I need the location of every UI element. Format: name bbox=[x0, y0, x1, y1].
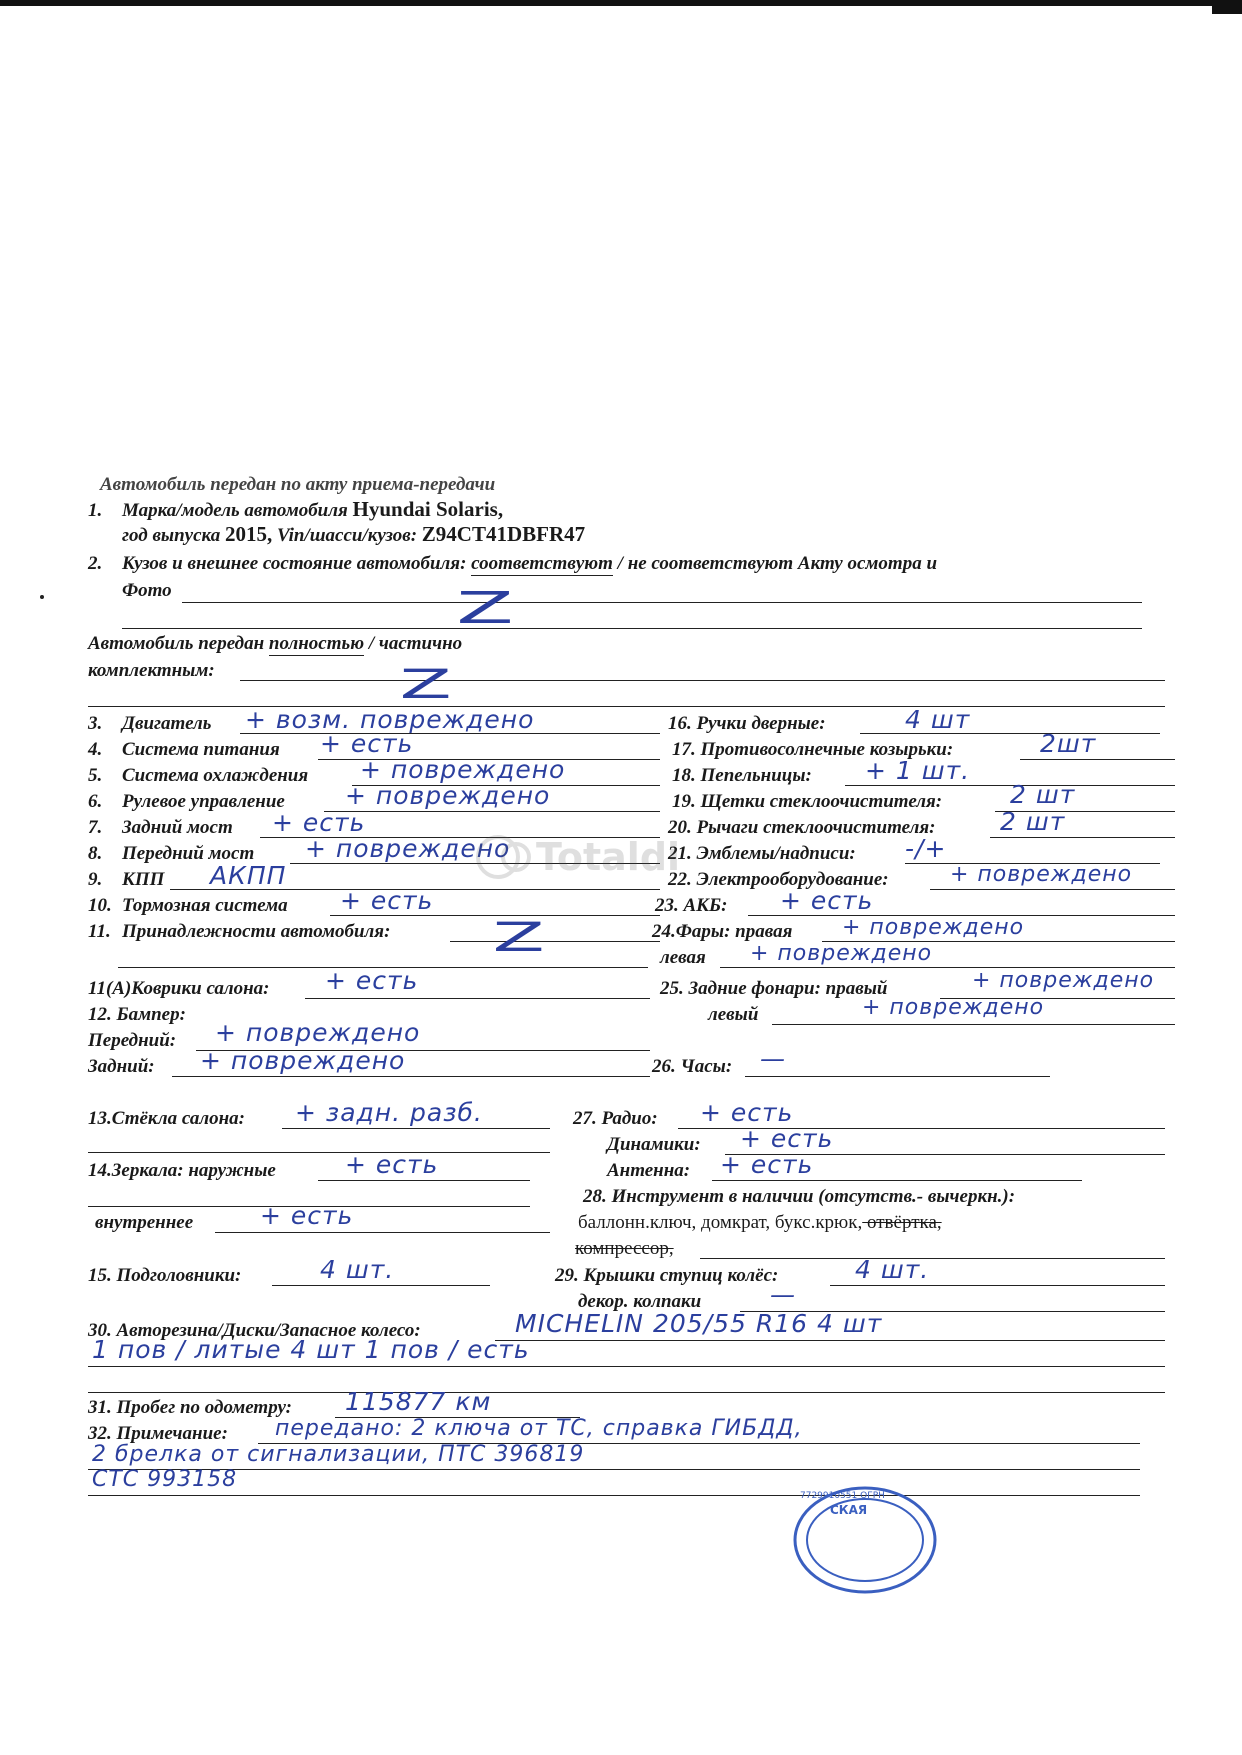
item-20-line bbox=[990, 837, 1175, 838]
item-19-value: 2 шт bbox=[1010, 780, 1076, 809]
item-3-value: + возм. повреждено bbox=[245, 705, 535, 734]
item-5-value: + повреждено bbox=[360, 755, 566, 784]
item-32-line2 bbox=[88, 1469, 1140, 1470]
item-10: 10. Тормозная система bbox=[88, 895, 288, 916]
cut-off-heading: Автомобиль передан по акту приема-передачи bbox=[100, 474, 496, 495]
item-26-line bbox=[745, 1076, 1050, 1077]
item-2: 2. Кузов и внешнее состояние автомобиля: соответствуют / не соответствуют Акту осмотра и bbox=[88, 553, 938, 574]
item-24-right-value: + повреждено bbox=[842, 915, 1025, 940]
item-11a-value: + есть bbox=[325, 966, 419, 995]
item-10-value: + есть bbox=[340, 886, 434, 915]
item-15-value: 4 шт. bbox=[320, 1255, 395, 1284]
item-16: 16. Ручки дверные: bbox=[668, 713, 826, 734]
item-30-line3 bbox=[88, 1392, 1165, 1393]
item-26: 26. Часы: bbox=[652, 1056, 733, 1077]
item-30-line2 bbox=[88, 1366, 1165, 1367]
stamp-seal bbox=[790, 1480, 940, 1530]
item-18-value: + 1 шт. bbox=[865, 756, 971, 785]
item-26-value: — bbox=[760, 1044, 786, 1073]
item-28-tools: баллонн.ключ, домкрат, букс.крюк, отвёртка, bbox=[578, 1212, 942, 1233]
scan-speck bbox=[40, 595, 44, 599]
item-29-caps: декор. колпаки bbox=[578, 1291, 702, 1312]
item-14-value: + есть bbox=[345, 1150, 439, 1179]
item-32-value-3: СТС 993158 bbox=[92, 1467, 238, 1492]
transfer-line2: комплектным: bbox=[88, 660, 215, 681]
item-12-rear-line bbox=[172, 1076, 650, 1077]
item-14-line bbox=[318, 1180, 530, 1181]
item-25-left: левый bbox=[708, 1004, 759, 1025]
item-29-caps-value: — bbox=[770, 1280, 796, 1309]
z-strike-mark-3: Z bbox=[492, 915, 545, 961]
item-29: 29. Крышки ступиц колёс: bbox=[555, 1265, 779, 1286]
item-11-line bbox=[450, 941, 660, 942]
item-13-line bbox=[282, 1128, 550, 1129]
svg-text:СКАЯ: СКАЯ bbox=[830, 1503, 868, 1517]
svg-text:Totaldi: Totaldi bbox=[536, 835, 681, 879]
item-29-value: 4 шт. bbox=[855, 1255, 930, 1284]
item-31: 31. Пробег по одометру: bbox=[88, 1397, 292, 1418]
item-22: 22. Электрооборудование: bbox=[668, 869, 889, 890]
item-27-antenna-line bbox=[712, 1180, 1082, 1181]
item-6-line bbox=[324, 811, 660, 812]
item-32-line3 bbox=[88, 1495, 1140, 1496]
item-22-value: + повреждено bbox=[950, 862, 1133, 887]
item-17-line bbox=[1020, 759, 1175, 760]
item-25: 25. Задние фонари: правый bbox=[660, 978, 888, 999]
item-14-inner-line bbox=[215, 1232, 550, 1233]
scan-top-corner bbox=[1212, 0, 1242, 14]
item-21: 21. Эмблемы/надписи: bbox=[668, 843, 856, 864]
item-9-value: АКПП bbox=[210, 861, 287, 890]
item-31-value: 115877 км bbox=[345, 1387, 492, 1416]
item-28-tools-2: компрессор, bbox=[575, 1238, 674, 1259]
item-13: 13.Стёкла салона: bbox=[88, 1108, 245, 1129]
item-20: 20. Рычаги стеклоочистителя: bbox=[668, 817, 936, 838]
item-28-line bbox=[700, 1258, 1165, 1259]
item-12-rear: Задний: bbox=[88, 1056, 155, 1077]
item-6-value: + повреждено bbox=[345, 781, 551, 810]
photo-line bbox=[182, 602, 1142, 603]
item-6: 6. Рулевое управление bbox=[88, 791, 285, 812]
item-32-value-2: 2 брелка от сигнализации, ПТС 396819 bbox=[92, 1442, 585, 1467]
photo-line-2 bbox=[122, 628, 1142, 629]
item-9: 9. КПП bbox=[88, 869, 165, 890]
item-7: 7. Задний мост bbox=[88, 817, 233, 838]
item-27-value: + есть bbox=[700, 1098, 794, 1127]
svg-text:7729910551 ОГРН: 7729910551 ОГРН bbox=[800, 1491, 885, 1501]
item-30-line bbox=[495, 1340, 1165, 1341]
item-29-line bbox=[830, 1285, 1165, 1286]
item-32: 32. Примечание: bbox=[88, 1423, 228, 1444]
item-27-speakers-value: + есть bbox=[740, 1124, 834, 1153]
item-12-front-value: + повреждено bbox=[215, 1018, 421, 1047]
item-18: 18. Пепельницы: bbox=[672, 765, 812, 786]
item-14-inner-value: + есть bbox=[260, 1201, 354, 1230]
item-3: 3. Двигатель bbox=[88, 713, 212, 734]
item-27: 27. Радио: bbox=[573, 1108, 658, 1129]
item-15: 15. Подголовники: bbox=[88, 1265, 242, 1286]
item-24-left: левая bbox=[660, 947, 706, 968]
item-11: 11. Принадлежности автомобиля: bbox=[88, 921, 391, 942]
item-8: 8. Передний мост bbox=[88, 843, 255, 864]
item-12-rear-value: + поврежденo bbox=[200, 1046, 406, 1075]
item-30: 30. Авторезина/Диски/Запасное колесо: bbox=[88, 1320, 421, 1341]
item-12-front: Передний: bbox=[88, 1030, 177, 1051]
item-24: 24.Фары: правая bbox=[652, 921, 793, 942]
transfer-underline bbox=[240, 680, 1165, 681]
item-4-value: + есть bbox=[320, 729, 414, 758]
item-20-value: 2 шт bbox=[1000, 807, 1066, 836]
item-1: 1. Марка/модель автомобиля Hyundai Solaris, bbox=[88, 497, 504, 521]
item-23-value: + есть bbox=[780, 886, 874, 915]
z-strike-mark: Z bbox=[456, 583, 514, 634]
item-1-line2: год выпуска 2015, Vin/шасси/кузов: Z94CT41DBFR47 bbox=[122, 522, 586, 546]
item-27-speakers: Динамики: bbox=[607, 1134, 701, 1155]
item-12: 12. Бампер: bbox=[88, 1004, 186, 1025]
item-13-value: + задн. разб. bbox=[295, 1098, 483, 1127]
item-32-value-1: передано: 2 ключа от ТС, справка ГИБДД, bbox=[275, 1416, 803, 1441]
item-15-line bbox=[272, 1285, 490, 1286]
item-14-inner: внутреннее bbox=[95, 1212, 194, 1233]
item-28: 28. Инструмент в наличии (отсутств.- вычеркн.): bbox=[583, 1186, 1016, 1207]
item-21-value: -/+ bbox=[905, 834, 947, 863]
item-2-photo: Фото bbox=[122, 580, 172, 601]
z-strike-mark-2: Z bbox=[399, 662, 452, 708]
item-17-value: 2шт bbox=[1040, 729, 1097, 758]
item-11a-line bbox=[305, 998, 650, 999]
item-17: 17. Противосолнечные козырьки: bbox=[672, 739, 954, 760]
watermark-logo bbox=[470, 825, 680, 895]
transfer-line: Автомобиль передан полностью / частично bbox=[88, 633, 463, 654]
item-25-left-line bbox=[772, 1024, 1175, 1025]
item-8-value: + повреждено bbox=[305, 834, 511, 863]
item-11a: 11(А)Коврики салона: bbox=[88, 978, 270, 999]
item-13-line2 bbox=[88, 1152, 550, 1153]
item-4: 4. Система питания bbox=[88, 739, 280, 760]
item-7-value: + есть bbox=[272, 808, 366, 837]
item-27-antenna: Антенна: bbox=[607, 1160, 691, 1181]
item-23: 23. АКБ: bbox=[655, 895, 728, 916]
item-30-value-1: MICHELIN 205/55 R16 4 шт bbox=[515, 1309, 883, 1338]
item-14: 14.Зеркала: наружные bbox=[88, 1160, 276, 1181]
item-27-antenna-value: + есть bbox=[720, 1150, 814, 1179]
scan-top-border bbox=[0, 0, 1242, 6]
item-25-right-value: + повреждено bbox=[972, 968, 1155, 993]
item-24-left-value: + повреждено bbox=[750, 941, 933, 966]
item-22-line bbox=[930, 889, 1175, 890]
item-16-value: 4 шт bbox=[905, 705, 971, 734]
item-19: 19. Щетки стеклоочистителя: bbox=[672, 791, 943, 812]
item-30-value-2: 1 пов / литые 4 шт 1 пов / есть bbox=[92, 1335, 530, 1364]
item-5: 5. Система охлаждения bbox=[88, 765, 309, 786]
item-25-left-value: + повреждено bbox=[862, 995, 1045, 1020]
